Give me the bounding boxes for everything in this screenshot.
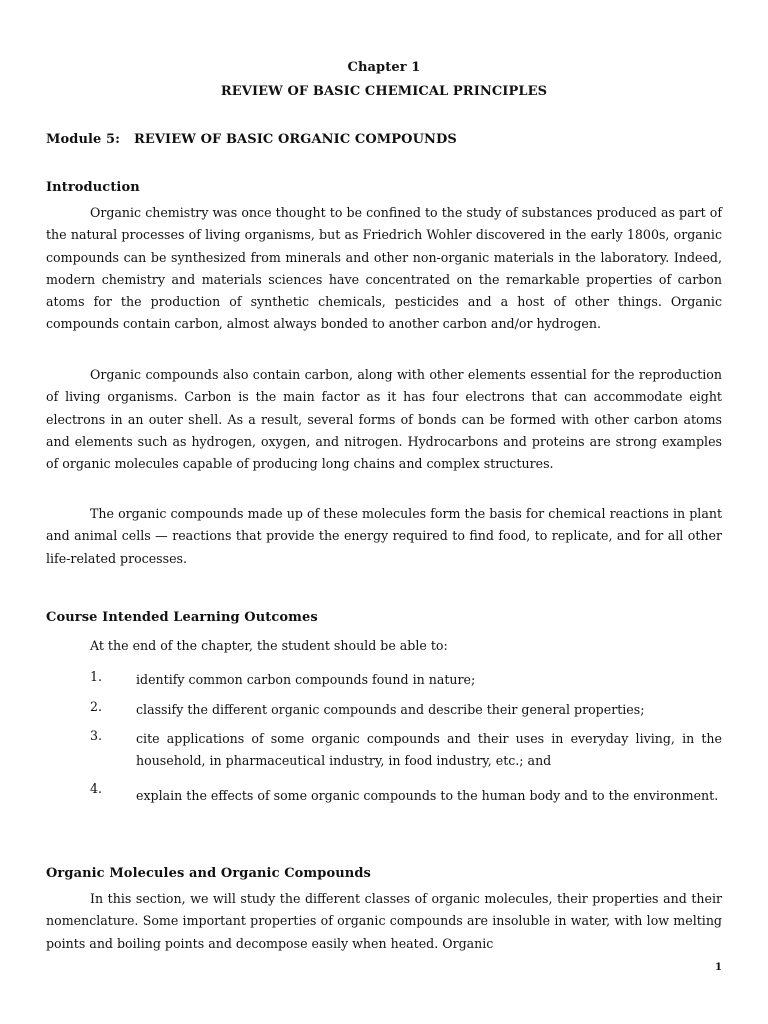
chapter-label: Chapter 1 [347, 60, 421, 75]
chapter-title: REVIEW OF BASIC CHEMICAL PRINCIPLES [220, 84, 548, 99]
module-heading: Module 5: REVIEW OF BASIC ORGANIC COMPOUNDS [46, 132, 457, 147]
introduction-heading: Introduction [46, 180, 140, 195]
learning-outcomes-heading: Course Intended Learning Outcomes [46, 610, 318, 625]
outcome-number: 4. [90, 781, 103, 796]
outcome-text: classify the different organic compounds and describe their general properties; [136, 702, 645, 717]
introduction-paragraph-2: Organic compounds also contain carbon, along with other elements essential for the reproduction of living organisms. Carbon is the main factor as it has four electrons that can accommodate eight electrons in an outer shell. As a result, several forms of bonds can be formed with other carbon atoms and elements such as hydrogen, oxygen, and nitrogen. Hydrocarbons and proteins are strong examples of organic molecules capable of producing long chains and complex structures. [46, 367, 722, 472]
outcome-text: explain the effects of some organic compounds to the human body and to the environment. [136, 788, 719, 803]
introduction-paragraph-3: The organic compounds made up of these molecules form the basis for chemical reactions in plant and animal cells — reactions that provide the energy required to find food, to replicate, and for all other life-related processes. [46, 506, 722, 566]
outcome-number: 2. [90, 699, 103, 714]
page-number: 1 [715, 962, 722, 973]
organic-section-heading: Organic Molecules and Organic Compounds [46, 866, 371, 881]
outcome-number: 3. [90, 728, 103, 743]
outcome-text: cite applications of some organic compounds and their uses in everyday living, in the household, in pharmaceutical industry, in food industry, etc.; and [136, 731, 722, 769]
outcome-number: 1. [90, 669, 103, 684]
learning-outcomes-intro: At the end of the chapter, the student should be able to: [90, 638, 448, 653]
introduction-paragraph-1: Organic chemistry was once thought to be confined to the study of substances produced as part of the natural processes of living organisms, but as Friedrich Wohler discovered in the early 1800s, organic compounds can be synthesized from minerals and other non-organic materials in the laboratory. Indeed, modern chemistry and materials sciences have concentrated on the remarkable properties of carbon atoms for the production of synthetic chemicals, pesticides and a host of other things. Organic compounds contain carbon, almost always bonded to another carbon and/or hydrogen. [46, 205, 722, 332]
outcome-text: identify common carbon compounds found in nature; [136, 672, 476, 687]
organic-section-paragraph: In this section, we will study the different classes of organic molecules, their properties and their nomenclature. Some important properties of organic compounds are insoluble in water, with low melting points and boiling points and decompose easily when heated. Organic [46, 891, 722, 951]
